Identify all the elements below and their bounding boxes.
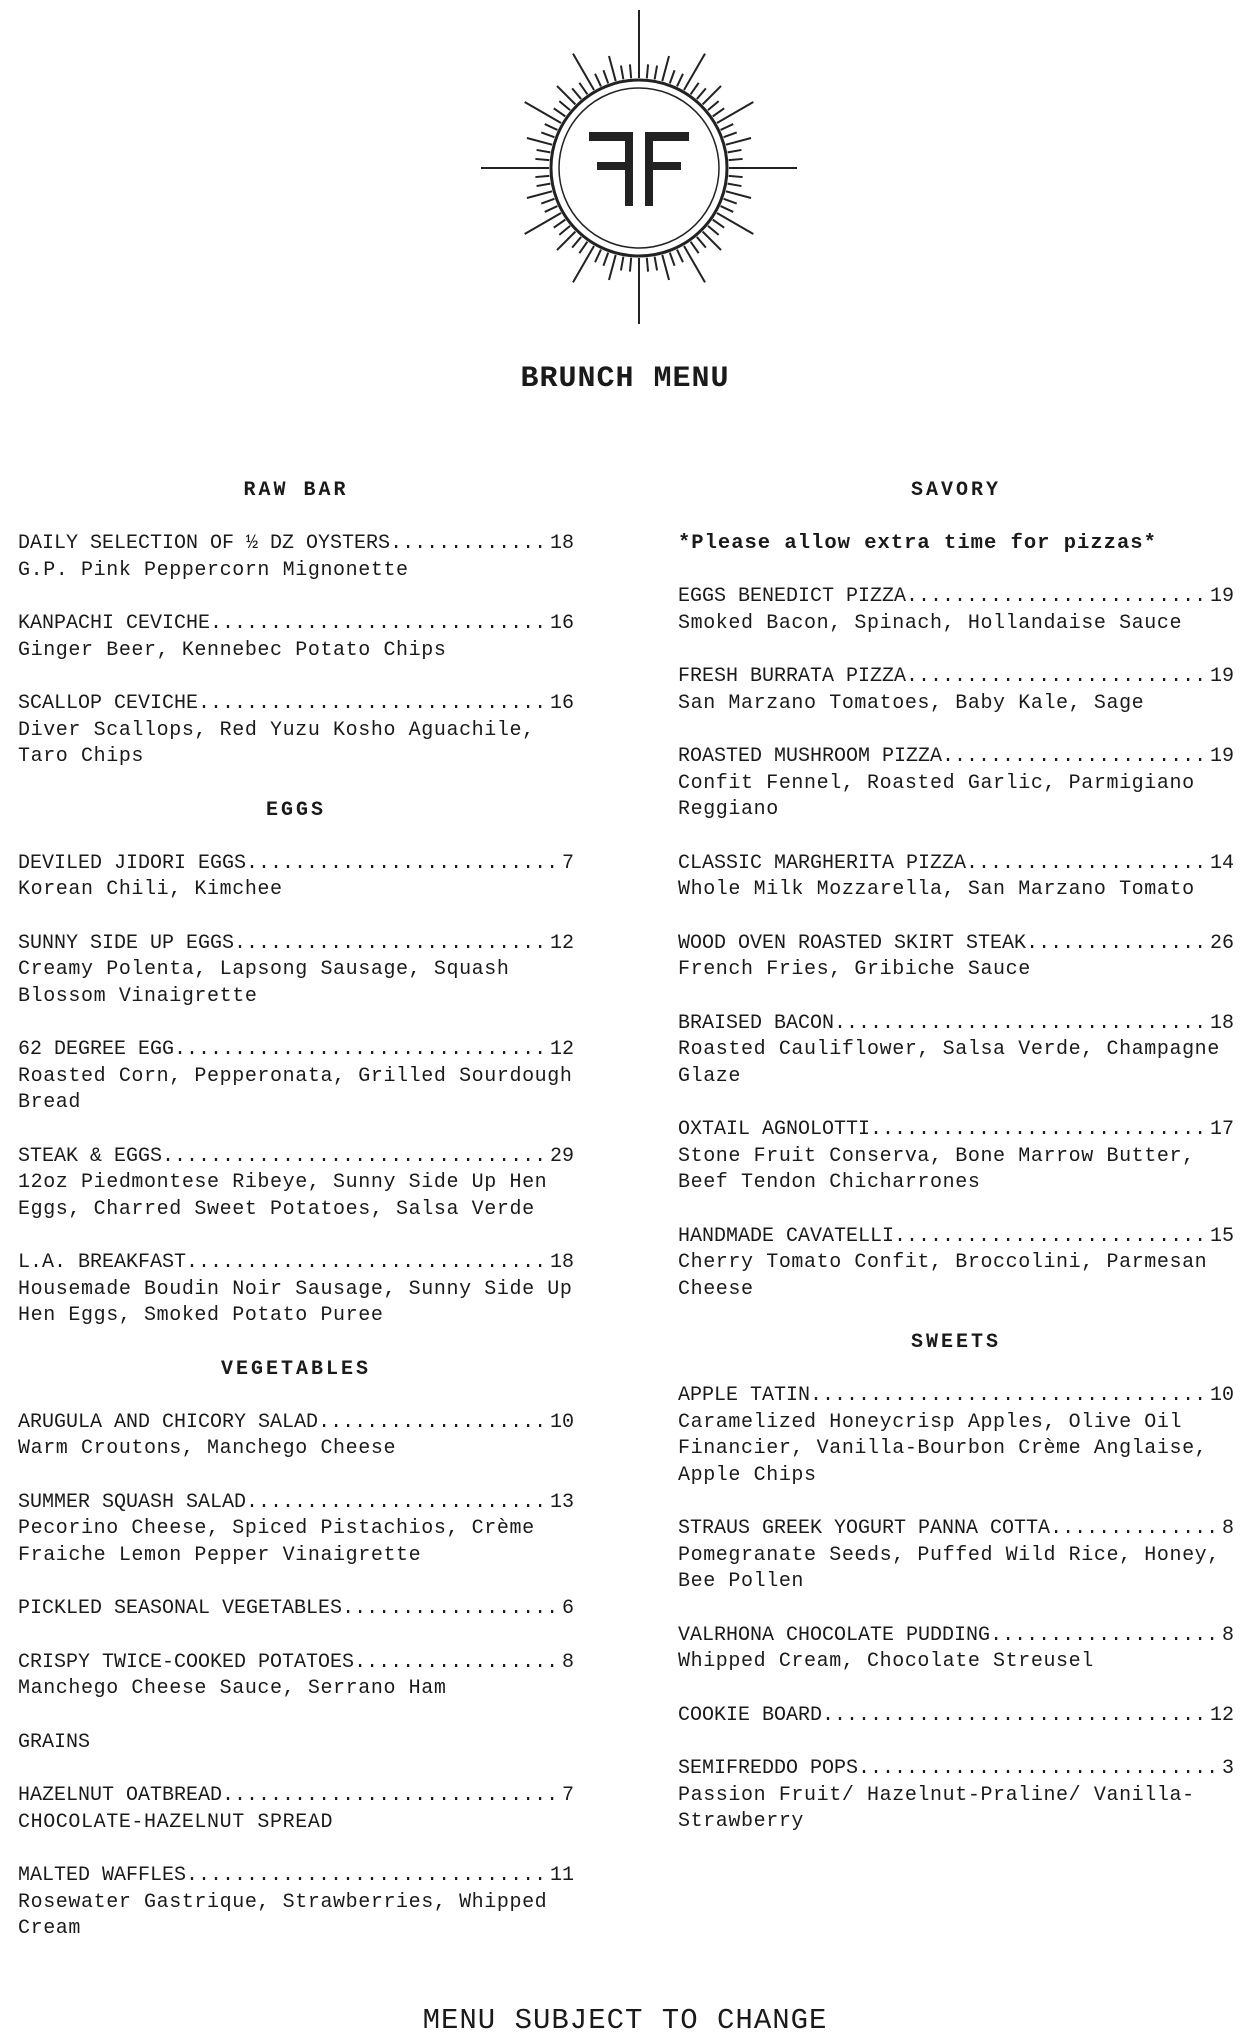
dot-leader <box>834 1011 1210 1038</box>
menu-item-description: Whole Milk Mozzarella, San Marzano Tomato <box>678 878 1195 901</box>
menu-item <box>678 851 1234 904</box>
menu-item-header <box>678 1011 1234 1038</box>
section-title: SWEETS <box>910 1331 1001 1354</box>
menu-item-description: French Fries, Gribiche Sauce <box>678 958 1031 981</box>
menu-item-price: 8 <box>1221 1623 1234 1647</box>
dot-leader <box>162 1144 550 1171</box>
menu-item-description: Pecorino Cheese, Spiced Pistachios, Crème Fraiche Lemon Pepper Vinaigrette <box>18 1517 535 1567</box>
dot-leader <box>390 531 550 558</box>
menu-item-price: 17 <box>1209 1118 1234 1141</box>
dot-leader <box>246 851 562 878</box>
dot-leader <box>186 1250 550 1277</box>
menu-item-price: 10 <box>1209 1384 1234 1407</box>
menu-item-name: FRESH BURRATA PIZZA <box>678 665 907 688</box>
menu-item-price: 12 <box>549 931 574 955</box>
section-title: SAVORY <box>910 479 1001 502</box>
menu-item-header <box>678 744 1234 771</box>
menu-item-price: 12 <box>1209 1703 1234 1727</box>
menu-item-name: DEVILED JIDORI EGGS <box>18 851 247 875</box>
menu-item-price: 26 <box>1209 931 1234 955</box>
menu-item-name: GRAINS <box>18 1730 91 1754</box>
menu-item-header <box>18 1650 574 1677</box>
menu-item-name: WOOD OVEN ROASTED SKIRT STEAK <box>678 931 1027 955</box>
menu-item <box>18 1250 574 1330</box>
menu-item-name: EGGS BENEDICT PIZZA <box>678 585 907 608</box>
menu-item-price: 6 <box>561 1597 574 1620</box>
dot-leader <box>990 1623 1222 1650</box>
menu-item-description: Manchego Cheese Sauce, Serrano Ham <box>18 1677 447 1700</box>
menu-item <box>18 1144 574 1224</box>
menu-item-description: Passion Fruit/ Hazelnut-Praline/ Vanilla-Strawberry <box>678 1783 1195 1833</box>
menu-item-name: DAILY SELECTION OF ½ DZ OYSTERS <box>18 532 391 555</box>
menu-item-description: Warm Croutons, Manchego Cheese <box>18 1437 397 1460</box>
menu-item-header <box>18 1783 574 1810</box>
menu-item-name: KANPACHI CEVICHE <box>18 612 211 635</box>
menu-item-price: 13 <box>549 1490 574 1514</box>
dot-leader <box>186 1863 550 1890</box>
menu-item-price: 8 <box>561 1650 574 1674</box>
dot-leader <box>810 1383 1210 1410</box>
menu-item-header <box>18 611 574 638</box>
menu-item <box>18 1863 574 1943</box>
dot-leader <box>894 1224 1210 1251</box>
menu-item-name: MALTED WAFFLES <box>18 1864 187 1887</box>
menu-item-description: Housemade Boudin Noir Sausage, Sunny Side Up Hen Eggs, Smoked Potato Puree <box>18 1277 573 1327</box>
menu-item-name: 62 DEGREE EGG <box>18 1038 175 1061</box>
menu-item-name: STEAK & EGGS <box>18 1144 163 1168</box>
dot-leader <box>822 1703 1210 1730</box>
menu-item-price: 18 <box>1209 1011 1234 1035</box>
dot-leader <box>906 584 1210 611</box>
menu-item <box>18 531 574 584</box>
menu-item-header <box>18 1490 574 1517</box>
dot-leader <box>246 1490 550 1517</box>
menu-item <box>18 1037 574 1117</box>
menu-item-header <box>18 1037 574 1064</box>
menu-item-price: 12 <box>549 1038 574 1061</box>
menu-item-header <box>18 1596 574 1623</box>
menu-item-header <box>18 531 574 558</box>
section-title: VEGETABLES <box>220 1357 372 1381</box>
menu-item-name: ROASTED MUSHROOM PIZZA <box>678 745 943 768</box>
dot-leader <box>870 1117 1210 1144</box>
menu-item-description: Diver Scallops, Red Yuzu Kosho Aguachile, Taro Chips <box>18 718 535 768</box>
dot-leader <box>942 744 1210 771</box>
menu-item-name: APPLE TATIN <box>678 1384 811 1407</box>
menu-item-header <box>678 1516 1234 1543</box>
menu-item-header <box>678 1623 1234 1650</box>
dot-leader <box>234 931 550 958</box>
menu-item-description: Korean Chili, Kimchee <box>18 878 283 901</box>
menu-item <box>18 1650 574 1703</box>
menu-item-description: Stone Fruit Conserva, Bone Marrow Butter, Beef Tendon Chicharrones <box>678 1144 1195 1194</box>
menu-item <box>678 664 1234 717</box>
menu-item-price: 16 <box>549 692 574 715</box>
menu-item-header <box>678 1756 1234 1783</box>
page-title: BRUNCH MENU <box>520 362 730 396</box>
menu-item-price: 15 <box>1209 1224 1234 1248</box>
menu-item-description: 12oz Piedmontese Ribeye, Sunny Side Up Hen Eggs, Charred Sweet Potatoes, Salsa Verde <box>18 1171 548 1221</box>
restaurant-logo <box>479 4 799 324</box>
menu-item-price: 19 <box>1209 585 1234 608</box>
menu-item-header <box>678 1703 1234 1730</box>
menu-item-price: 19 <box>1209 665 1234 688</box>
menu-item-price: 8 <box>1221 1517 1234 1540</box>
menu-item-header <box>678 584 1234 611</box>
menu-item-description: G.P. Pink Peppercorn Mignonette <box>18 558 409 582</box>
menu-item-name: SUNNY SIDE UP EGGS <box>18 931 235 955</box>
menu-item <box>18 1490 574 1570</box>
dot-leader <box>174 1037 550 1064</box>
left-column <box>18 478 574 1970</box>
menu-item-price: 7 <box>561 851 574 875</box>
menu-item-header <box>18 1410 574 1437</box>
dot-leader <box>342 1596 562 1623</box>
section-title: EGGS <box>265 798 326 822</box>
menu-item <box>18 1410 574 1463</box>
menu-item-name: COOKIE BOARD <box>678 1703 823 1727</box>
menu-item <box>18 1783 574 1836</box>
menu-item-price: 18 <box>549 532 574 555</box>
menu-item-price: 10 <box>549 1410 574 1434</box>
menu-item <box>678 1703 1234 1730</box>
dot-leader <box>222 1783 562 1810</box>
menu-item-name: BRAISED BACON <box>678 1011 835 1035</box>
menu-footer: MENU SUBJECT TO CHANGE <box>422 2004 828 2037</box>
menu-item-name: ARUGULA AND CHICORY SALAD <box>18 1410 319 1434</box>
menu-item <box>678 1623 1234 1676</box>
menu-item-price: 7 <box>561 1784 574 1807</box>
menu-item-name: PICKLED SEASONAL VEGETABLES <box>18 1597 343 1620</box>
menu-item-description: Rosewater Gastrique, Strawberries, Whipped Cream <box>18 1890 548 1940</box>
menu-item-name: OXTAIL AGNOLOTTI <box>678 1118 871 1141</box>
menu-item-header <box>678 931 1234 958</box>
menu-item-price: 19 <box>1209 745 1234 768</box>
menu-item-price: 29 <box>549 1144 574 1168</box>
menu-item <box>18 691 574 771</box>
menu-item-header <box>18 1250 574 1277</box>
menu-item-name: CLASSIC MARGHERITA PIZZA <box>678 851 967 875</box>
dot-leader <box>354 1650 562 1677</box>
menu-item-name: SEMIFREDDO POPS <box>678 1757 859 1780</box>
menu-item-description: San Marzano Tomatoes, Baby Kale, Sage <box>678 691 1145 715</box>
section-title: RAW BAR <box>243 479 349 502</box>
dot-leader <box>966 851 1210 878</box>
menu-item <box>18 851 574 904</box>
menu-item-header <box>18 1863 574 1890</box>
menu-item-description: Cherry Tomato Confit, Broccolini, Parmesan Cheese <box>678 1251 1208 1301</box>
right-column <box>678 478 1234 1863</box>
menu-item <box>678 584 1234 637</box>
menu-item-header <box>18 1730 574 1757</box>
menu-item-description: Pomegranate Seeds, Puffed Wild Rice, Honey, Bee Pollen <box>678 1543 1220 1593</box>
menu-item-header <box>678 851 1234 878</box>
menu-item-description: Caramelized Honeycrisp Apples, Olive Oil Financier, Vanilla-Bourbon Crème Anglaise, Apple Chips <box>678 1410 1208 1487</box>
menu-item-name: SUMMER SQUASH SALAD <box>18 1490 247 1514</box>
dot-leader <box>318 1410 550 1437</box>
menu-item <box>678 931 1234 984</box>
menu-item <box>678 1516 1234 1596</box>
menu-item-price: 14 <box>1209 851 1234 875</box>
menu-item-price: 16 <box>549 612 574 635</box>
menu-item <box>678 1011 1234 1091</box>
menu-item-description: Confit Fennel, Roasted Garlic, Parmigiano Reggiano <box>678 771 1195 821</box>
menu-item-header <box>18 691 574 718</box>
menu-item-name: L.A. BREAKFAST <box>18 1251 187 1274</box>
menu-item <box>678 1756 1234 1836</box>
dot-leader <box>198 691 550 718</box>
menu-item-name: HAZELNUT OATBREAD <box>18 1784 223 1807</box>
menu-item-name: HANDMADE CAVATELLI <box>678 1224 895 1248</box>
dot-leader <box>210 611 550 638</box>
menu-item-description: Smoked Bacon, Spinach, Hollandaise Sauce <box>678 611 1183 635</box>
menu-item-description: Roasted Cauliflower, Salsa Verde, Champagne Glaze <box>678 1038 1220 1088</box>
menu-item <box>678 1383 1234 1489</box>
menu-item-price: 18 <box>549 1251 574 1274</box>
menu-item-description: Roasted Corn, Pepperonata, Grilled Sourdough Bread <box>18 1064 573 1114</box>
menu-item-header <box>678 1383 1234 1410</box>
dot-leader <box>1050 1516 1222 1543</box>
menu-item-description: Ginger Beer, Kennebec Potato Chips <box>18 638 447 662</box>
menu-item-name: VALRHONA CHOCOLATE PUDDING <box>678 1623 991 1647</box>
menu-item-description: Creamy Polenta, Lapsong Sausage, Squash Blossom Vinaigrette <box>18 958 510 1008</box>
menu-item-header <box>18 931 574 958</box>
menu-item-header <box>18 851 574 878</box>
dot-leader <box>906 664 1210 691</box>
dot-leader <box>858 1756 1222 1783</box>
menu-item <box>18 611 574 664</box>
menu-item <box>678 744 1234 824</box>
menu-item <box>678 1224 1234 1304</box>
menu-item-header <box>678 1224 1234 1251</box>
menu-item-header <box>678 664 1234 691</box>
menu-item <box>18 931 574 1011</box>
menu-item-header <box>18 1144 574 1171</box>
menu-item-header <box>678 1117 1234 1144</box>
section-note: *Please allow extra time for pizzas* <box>678 532 1157 555</box>
menu-item-name: SCALLOP CEVICHE <box>18 692 199 715</box>
menu-item <box>678 1117 1234 1197</box>
menu-item-name: CRISPY TWICE-COOKED POTATOES <box>18 1650 355 1674</box>
menu-item <box>18 1730 574 1757</box>
dot-leader <box>1026 931 1210 958</box>
menu-item-description: CHOCOLATE-HAZELNUT SPREAD <box>18 1810 334 1834</box>
menu-item <box>18 1596 574 1623</box>
menu-item-price: 11 <box>549 1864 574 1887</box>
menu-item-name: STRAUS GREEK YOGURT PANNA COTTA <box>678 1517 1051 1540</box>
menu-item-price: 3 <box>1221 1757 1234 1780</box>
menu-item-description: Whipped Cream, Chocolate Streusel <box>678 1650 1094 1673</box>
